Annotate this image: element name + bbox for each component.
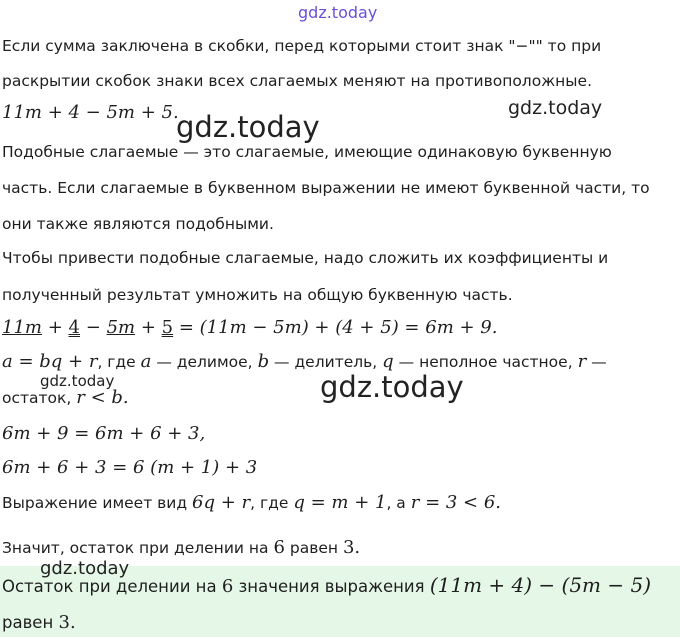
expression-4: 6m + 6 + 3 = 6 (m + 1) + 3: [2, 457, 258, 478]
form-math3: r = 3 < 6.: [410, 492, 502, 513]
answer-line2: [2, 612, 76, 634]
conclusion-n: 6: [273, 537, 285, 558]
term-5: 5: [161, 317, 174, 338]
answer-text2: значения выражения: [238, 577, 425, 596]
conclusion-line: [2, 537, 360, 559]
form-text2: , где: [250, 494, 289, 512]
similar-line1: Подобные слагаемые — это слагаемые, имеющие одинаковую буквенную: [2, 143, 612, 161]
rule-minus-line1: Если сумма заключена в скобки, перед которыми стоит знак "−"" то при: [2, 37, 602, 55]
op-minus: −: [85, 317, 101, 338]
watermark-big-1: gdz.today: [176, 110, 320, 144]
term-5m: 5m: [106, 317, 136, 338]
similar-line3: они также являются подобными.: [2, 215, 274, 233]
watermark-big-2: gdz.today: [320, 370, 464, 404]
rule-minus-line2: раскрытии скобок знаки всех слагаемых меняют на противоположные.: [2, 72, 592, 90]
division-formula: a = bq + r: [2, 351, 98, 372]
division-text3: — делитель,: [274, 353, 378, 371]
form-math2: q = m + 1: [293, 492, 387, 513]
form-math1: 6q + r: [192, 492, 251, 513]
expression-1: 11m + 4 − 5m + 5.: [2, 102, 179, 123]
expression-3: 6m + 9 = 6m + 6 + 3,: [2, 423, 206, 444]
expression-2: [2, 317, 497, 339]
term-4: 4: [68, 317, 80, 338]
op-plus-1: +: [47, 317, 63, 338]
form-line: [2, 492, 501, 514]
division-text1: , где: [97, 353, 136, 371]
division-line1: [2, 351, 607, 373]
term-11m: 11m: [2, 317, 42, 338]
answer-n: 6: [221, 576, 234, 597]
answer-text1: Остаток при делении на: [2, 577, 217, 596]
form-text1: Выражение имеет вид: [2, 494, 188, 512]
watermark-small-2: gdz.today: [40, 558, 130, 579]
division-text4: — неполное частное,: [398, 353, 573, 371]
answer-math: (11m + 4) − (5m − 5): [429, 573, 652, 597]
op-plus-2: +: [140, 317, 156, 338]
watermark-right: gdz.today: [508, 97, 603, 119]
answer-line1: [2, 574, 651, 598]
conclusion-v: 3.: [342, 537, 361, 558]
watermark-top: gdz.today: [298, 3, 378, 22]
division-line2-math: r < b.: [76, 387, 129, 408]
reduce-line2: полученный результат умножить на общую буквенную часть.: [2, 286, 513, 304]
reduce-line1: Чтобы привести подобные слагаемые, надо сложить их коэффициенты и: [2, 249, 609, 267]
similar-line2: часть. Если слагаемые в буквенном выражении не имеют буквенной части, то: [2, 179, 650, 197]
division-text5: —: [591, 353, 607, 371]
division-a: a: [140, 351, 152, 372]
answer-line2-val: 3.: [58, 612, 76, 633]
conclusion-text1: Значит, остаток при делении на: [2, 539, 269, 557]
division-text2: — делимое,: [156, 353, 253, 371]
division-line2-text: остаток,: [2, 389, 72, 407]
division-r: r: [577, 351, 587, 372]
division-line2: [2, 387, 129, 409]
answer-line2-text: равен: [2, 613, 54, 632]
watermark-small-1: gdz.today: [40, 372, 115, 390]
conclusion-text2: равен: [289, 539, 339, 557]
form-text3: , а: [386, 494, 406, 512]
division-b: b: [257, 351, 270, 372]
expression-2-rest: = (11m − 5m) + (4 + 5) = 6m + 9.: [178, 317, 498, 338]
division-q: q: [382, 351, 394, 372]
